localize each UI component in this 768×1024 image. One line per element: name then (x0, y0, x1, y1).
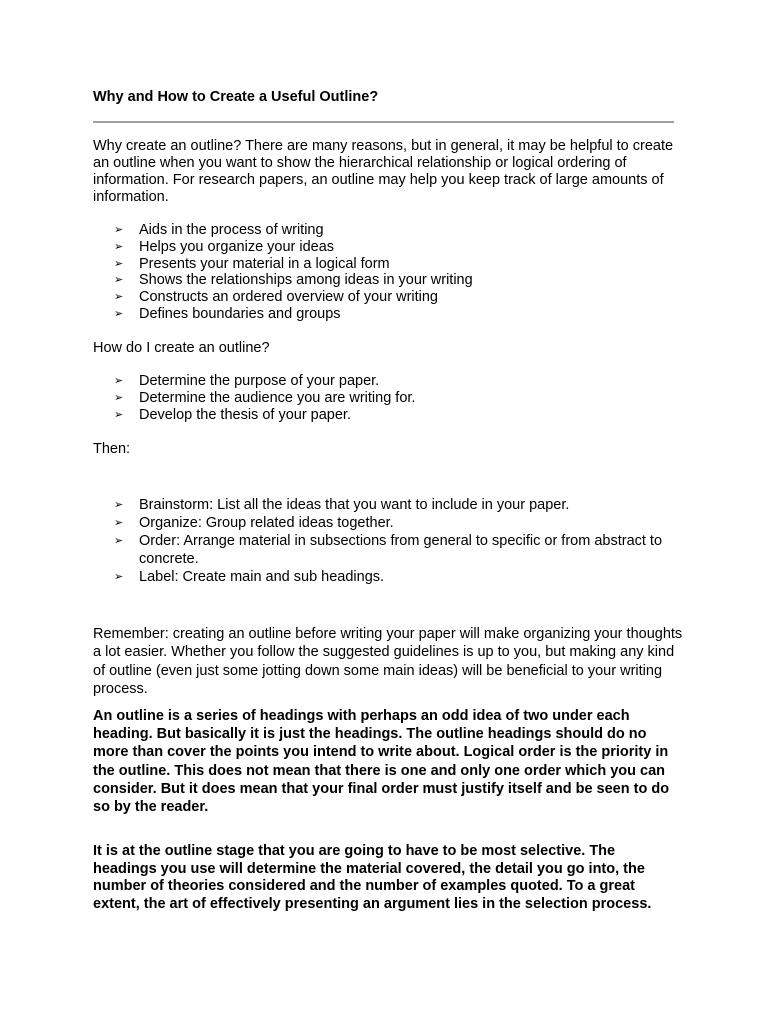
arrowhead-bullet-icon: ➢ (114, 499, 124, 511)
arrowhead-bullet-icon: ➢ (114, 307, 124, 320)
arrowhead-bullet-icon: ➢ (114, 274, 124, 287)
list-item: ➢ Determine the purpose of your paper. (114, 373, 380, 389)
list-item: ➢ Determine the audience you are writing for. (114, 389, 416, 406)
bold-paragraph-outline: An outline is a series of headings with perhaps an odd idea of two under each heading. But basically it is just the headings. The outline headings should do no more than cover the points you intend to write about. Logical order is the priority in the outline. This does not mean that there is one and only one order which you can consider. But it does mean that your final order must justify itself and be seen to do so by the reader. (93, 708, 670, 816)
bold-paragraph-selective: It is at the outline stage that you are going to have to be most selective. The headings you use will determine the material covered, the detail you go into, the number of theories considered and the number of examples quoted. To a great extent, the art of effectively presenting an argument lies in the selection process. (93, 843, 652, 912)
arrowhead-bullet-icon: ➢ (114, 391, 124, 404)
list-item: ➢ Constructs an ordered overview of your writing (114, 289, 438, 306)
arrowhead-bullet-icon: ➢ (114, 375, 124, 387)
list-item: ➢ Develop the thesis of your paper. (114, 406, 351, 423)
arrowhead-bullet-icon: ➢ (114, 257, 124, 270)
page-title: Why and How to Create a Useful Outline? (93, 89, 379, 105)
arrowhead-bullet-icon: ➢ (114, 571, 124, 583)
arrowhead-bullet-icon: ➢ (114, 240, 124, 253)
remember-paragraph: Remember: creating an outline before writing your paper will make organizing your thoughts a lot easier. Whether you follow the suggested guidelines is up to you, but making any kind of outline (even just some jotting down some main ideas) will be beneficial to your writing process. (93, 626, 683, 698)
list-item: ➢ Shows the relationships among ideas in your writing (114, 272, 473, 289)
arrowhead-bullet-icon: ➢ (114, 408, 124, 421)
list-item: ➢ Label: Create main and sub headings. (114, 569, 385, 585)
how-steps-list (114, 373, 684, 423)
list-item: ➢ Presents your material in a logical form (114, 255, 390, 272)
list-item: ➢ Defines boundaries and groups (114, 305, 341, 322)
arrowhead-bullet-icon: ➢ (114, 517, 124, 529)
arrowhead-bullet-icon: ➢ (114, 224, 124, 236)
how-heading: How do I create an outline? (93, 340, 270, 356)
intro-paragraph: Why create an outline? There are many reasons, but in general, it may be helpful to create an outline when you want to show the hierarchical relationship or logical ordering of information. For research papers, an outline may help you keep track of large amounts of information. (93, 138, 674, 205)
horizontal-divider (93, 121, 674, 123)
list-item: ➢ Organize: Group related ideas together. (114, 515, 394, 531)
arrowhead-bullet-icon: ➢ (114, 291, 124, 304)
list-item: ➢ Order: Arrange material in subsections from general to specific or from abstract to concrete. (114, 533, 663, 567)
reasons-list (114, 222, 684, 323)
list-item: ➢ Helps you organize your ideas (114, 238, 335, 255)
list-item: ➢ Brainstorm: List all the ideas that you want to include in your paper. (114, 497, 570, 513)
arrowhead-bullet-icon: ➢ (114, 535, 124, 547)
list-item: ➢ Aids in the process of writing (114, 222, 324, 238)
then-steps-list (114, 496, 684, 586)
then-label: Then: (93, 441, 131, 457)
